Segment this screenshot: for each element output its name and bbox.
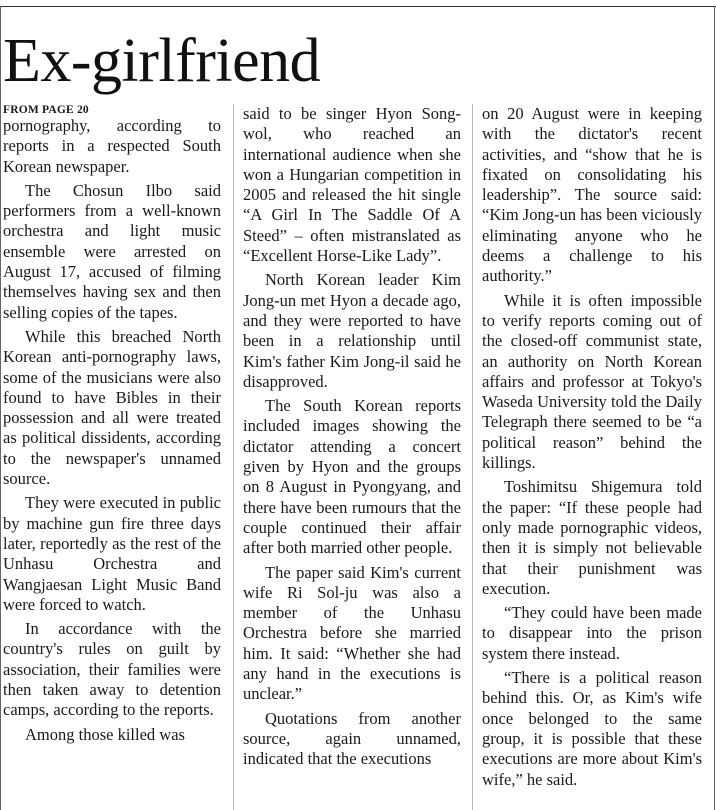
paragraph: Toshimitsu Shigemura told the paper: “If these people had only made pornographic videos, then it is simply not believable that their punishment was execution. [482, 477, 702, 598]
page-right-rule [714, 6, 715, 810]
article-column-1 [3, 104, 221, 810]
paragraph: “There is a political reason behind this. Or, as Kim's wife once belonged to the same group, it is possible that these executions are more about Kim's wife,” he said. [482, 668, 702, 789]
paragraph: They were executed in public by machine gun fire three days later, reportedly as the rest of the Unhasu Orchestra and Wangjaesan Light Music Band were forced to watch. [3, 493, 221, 614]
article-column-2 [243, 104, 461, 810]
paragraph: North Korean leader Kim Jong-un met Hyon a decade ago, and they were reported to have been in a relationship until Kim's father Kim Jong-il said he disapproved. [243, 270, 461, 391]
paragraph: “They could have been made to disappear into the prison system there instead. [482, 603, 702, 663]
kicker-from-page: FROM PAGE 20 [3, 104, 89, 116]
article-column-3 [482, 104, 702, 810]
paragraph: The Chosun Ilbo said performers from a well-known orchestra and light music ensemble were arrested on August 17, accused of filming themselves having sex and then selling copies of the tapes. [3, 180, 221, 322]
paragraph: Quotations from another source, again unnamed, indicated that the executions [243, 708, 461, 769]
column-rule [233, 104, 234, 810]
paragraph: While this breached North Korean anti-pornography laws, some of the musicians were also found to have Bibles in their possession and all were treated as political dissidents, according to the newspaper's unnamed source. [3, 326, 221, 489]
headline: Ex-girlfriend [3, 27, 321, 95]
paragraph: The paper said Kim's current wife Ri Sol-ju was also a member of the Unhasu Orchestra before she married him. It said: “Whether she had any hand in the executions is unclear.” [243, 562, 461, 704]
paragraph: While it is often impossible to verify reports coming out of the closed-off communist state, an authority on North Korean affairs and professor at Tokyo's Waseda University told the Daily Telegraph there seemed to be “a political reason” behind the killings. [482, 290, 702, 473]
paragraph: The South Korean reports included images showing the dictator attending a concert given by Hyon and the groups on 8 August in Pyongyang, and there have been rumours that the couple continued their affair after both married other people. [243, 396, 461, 558]
page-top-rule [0, 6, 716, 7]
column-rule [472, 104, 473, 810]
paragraph: on 20 August were in keeping with the dictator's recent activities, and “show that he is fixated on consolidating his leadership”. The source said: “Kim Jong-un has been viciously eliminating anyone who he deems a challenge to his authority.” [482, 104, 702, 286]
paragraph: Among those killed was [25, 724, 185, 744]
paragraph: In accordance with the country's rules on guilt by association, their families were then taken away to detention camps, according to the reports. [3, 619, 221, 720]
page-left-rule [0, 6, 1, 810]
paragraph: pornography, according to reports in a respected South Korean newspaper. [3, 116, 221, 176]
paragraph: said to be singer Hyon Song-wol, who reached an international audience when she won a Hungarian competition in 2005 and released the hit single “A Girl In The Saddle Of A Steed” – often mistranslated as “Excellent Horse-Like Lady”. [243, 104, 461, 266]
